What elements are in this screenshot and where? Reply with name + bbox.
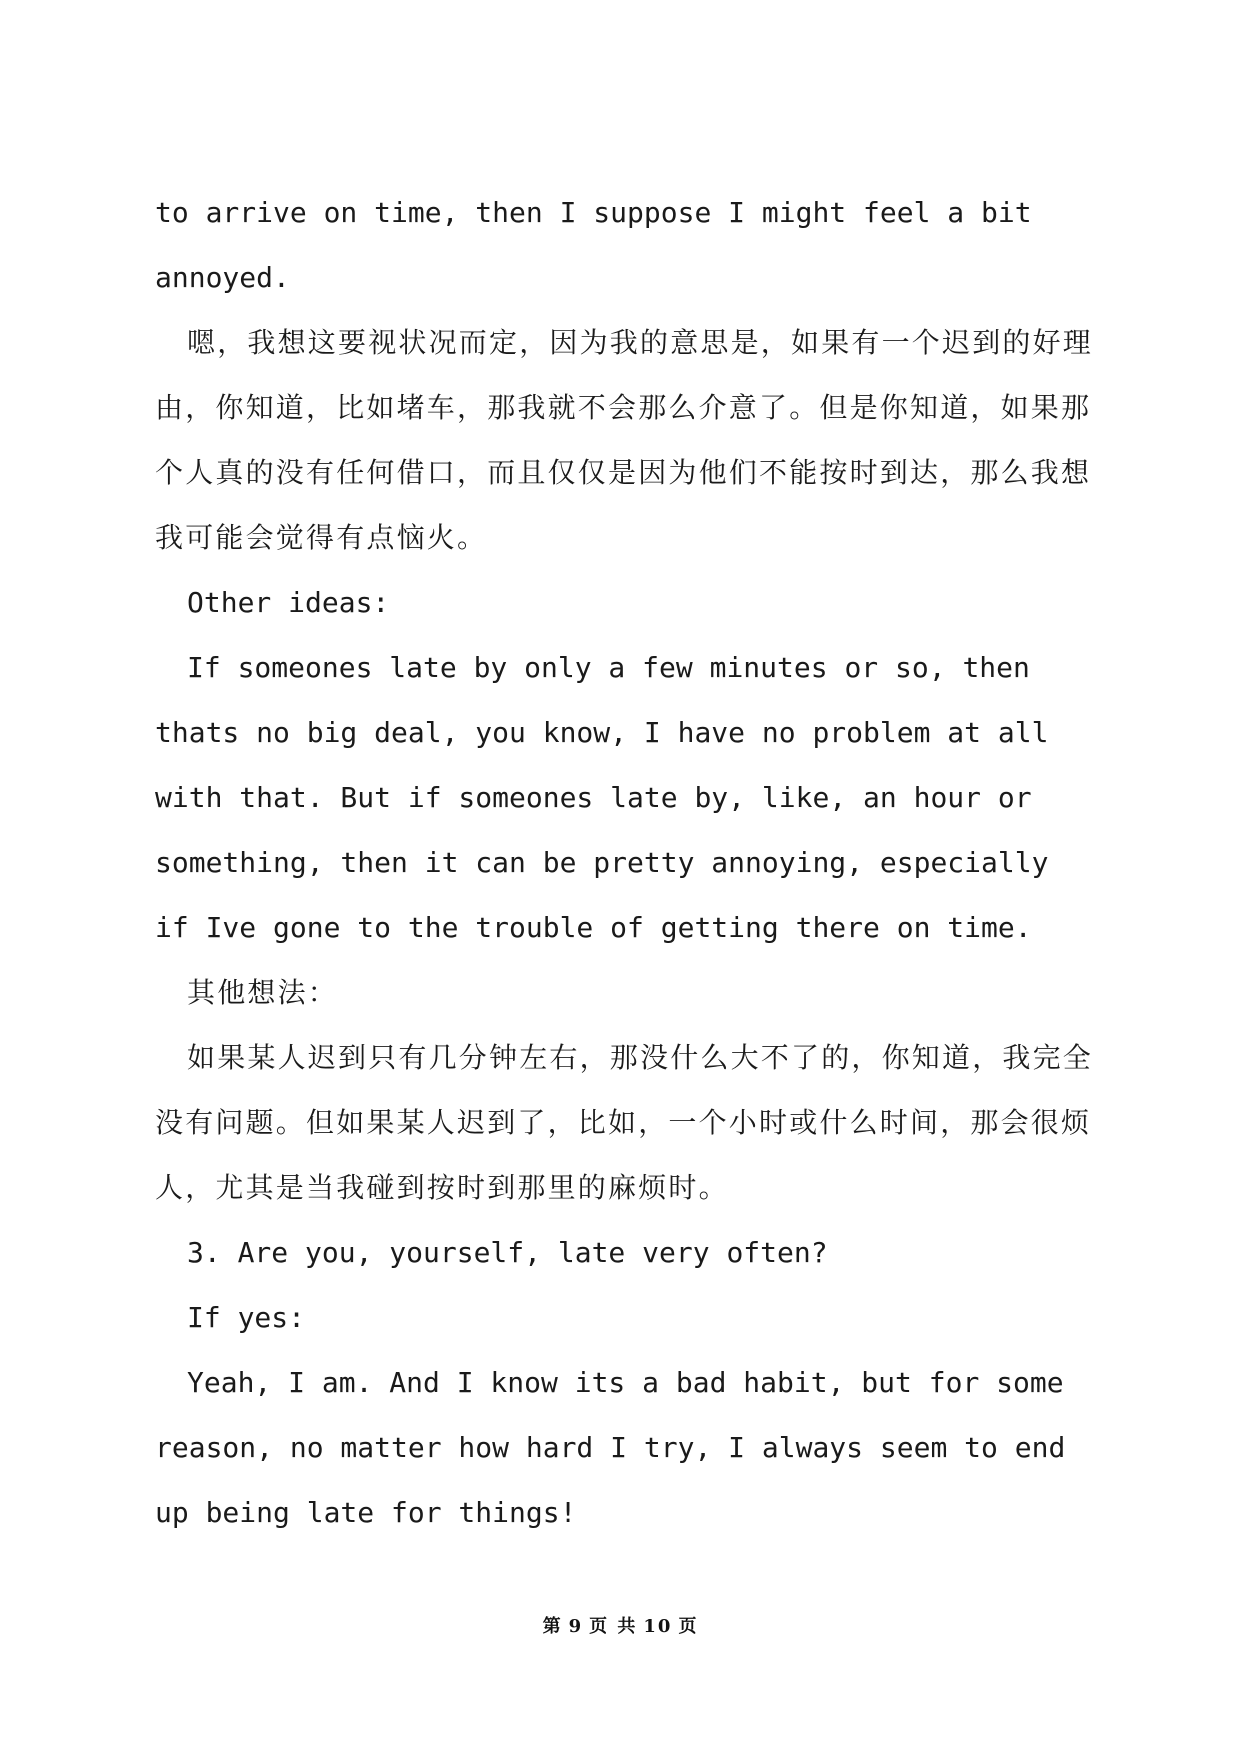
page-footer bbox=[0, 1612, 1241, 1638]
paragraph-other-ideas-answer: If someones late by only a few minutes or so, then thats no big deal, you know, I have no problem at all with that. But if someones late by, like, an hour or something, then it can be pretty annoying, especially if Ive gone to the trouble of getting there on time. bbox=[155, 651, 1049, 944]
footer-suffix: 页 bbox=[678, 1616, 699, 1637]
paragraph-continuation: to arrive on time, then I suppose I might feel a bit annoyed. bbox=[155, 196, 1032, 294]
footer-total-pages: 10 bbox=[643, 1616, 673, 1637]
paragraph-other-ideas-heading: Other ideas: bbox=[187, 586, 390, 619]
paragraph-chinese-translation-1: 嗯，我想这要视状况而定，因为我的意思是，如果有一个迟到的好理由，你知道，比如堵车，那我就不会那么介意了。但是你知道，如果那个人真的没有任何借口，而且仅仅是因为他们不能按时到达，那么我想我可能会觉得有点恼火。 bbox=[155, 326, 1094, 554]
footer-middle: 页 共 bbox=[589, 1616, 638, 1637]
footer-current-page: 9 bbox=[568, 1616, 584, 1637]
paragraph-if-yes-heading: If yes: bbox=[187, 1301, 306, 1334]
document-body bbox=[155, 180, 1095, 1545]
paragraph-if-yes-answer: Yeah, I am. And I know its a bad habit, but for some reason, no matter how hard I try, I always seem to end up being late for things! bbox=[155, 1366, 1066, 1529]
paragraph-other-ideas-heading-zh: 其他想法： bbox=[187, 976, 339, 1009]
paragraph-chinese-translation-2: 如果某人迟到只有几分钟左右，那没什么大不了的，你知道，我完全没有问题。但如果某人迟到了，比如，一个小时或什么时间，那会很烦人，尤其是当我碰到按时到那里的麻烦时。 bbox=[155, 1041, 1094, 1204]
footer-prefix: 第 bbox=[542, 1616, 563, 1637]
question-3: 3. Are you, yourself, late very often? bbox=[187, 1236, 828, 1269]
